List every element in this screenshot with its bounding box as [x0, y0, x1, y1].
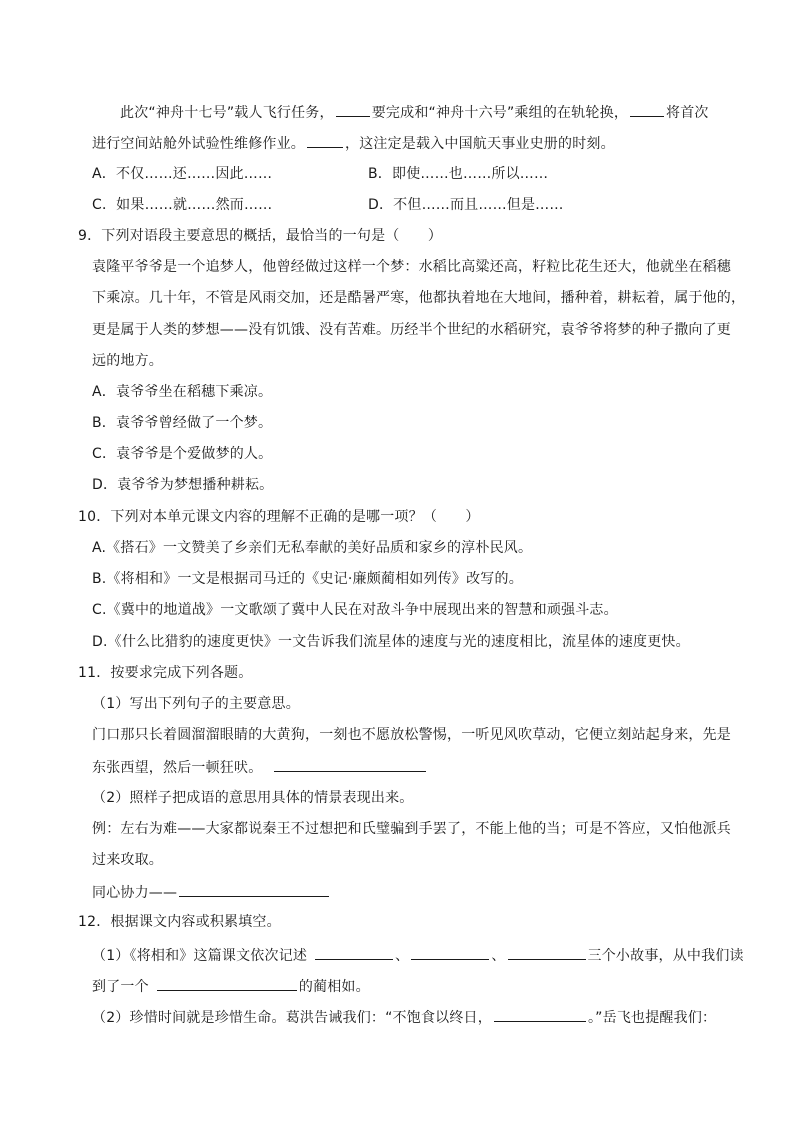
q11-part1-text-line-2 — [92, 756, 428, 778]
q9-stem: 9．下列对语段主要意思的概括，最恰当的一句是（ ） — [78, 228, 443, 244]
q12-part1-text: 三个小故事，从中我们读 — [587, 948, 744, 964]
q8-passage-text: 进行空间站舱外试验性维修作业。 — [92, 136, 305, 152]
q12-part1-line-2 — [92, 975, 370, 997]
q8-passage-text: ，这注定是载入中国航天事业史册的时刻。 — [345, 136, 615, 152]
q12-part1-line-1 — [92, 944, 744, 966]
q11-idiom: 同心协力—— — [92, 885, 178, 901]
q8-blank-1[interactable] — [336, 101, 370, 117]
q8-passage-text: 将首次 — [666, 105, 709, 121]
q8-option-d[interactable]: D．不但……而且……但是…… — [368, 197, 564, 213]
q10-option-b[interactable]: B.《将相和》一文是根据司马迁的《史记·廉颇蔺相如列传》改写的。 — [92, 571, 523, 587]
q11-part1-label: （1）写出下列句子的主要意思。 — [92, 696, 300, 712]
q12-part1-text: 到了一个 — [92, 979, 149, 995]
q11-idiom-line — [92, 881, 331, 903]
q11-example-line-1: 例：左右为难——大家都说秦王不过想把和氏璧骗到手罢了，不能上他的当；可是不答应，又怕他派兵 — [92, 821, 731, 837]
q12-separator: 、 — [395, 948, 410, 964]
q12-separator: 、 — [491, 948, 506, 964]
q8-passage-text: 要完成和“神舟十六号”乘组的在轨轮换， — [371, 105, 629, 121]
q9-passage-line-2: 下乘凉。几十年，不管是风雨交加，还是酷暑严寒，他都执着地在大地间，播种着，耕耘着，属于他的， — [92, 290, 746, 306]
q8-option-c[interactable]: C．如果……就……然而…… — [92, 197, 273, 213]
q11-part1-text: 东张西望，然后一顿狂吠。 — [92, 760, 263, 776]
q12-blank-story-2[interactable] — [411, 944, 489, 960]
q9-passage-line-1: 袁隆平爷爷是一个追梦人，他曾经做过这样一个梦：水稻比高粱还高，籽粒比花生还大，他就坐在稻穗 — [92, 259, 731, 275]
q11-part1-text-line-1: 门口那只长着圆溜溜眼睛的大黄狗，一刻也不愿放松警惕，一听见风吹草动，它便立刻站起身来，先是 — [92, 727, 731, 743]
q9-option-a[interactable]: A．袁爷爷坐在稻穗下乘凉。 — [92, 384, 273, 400]
q9-option-d[interactable]: D．袁爷爷为梦想播种耕耘。 — [92, 477, 274, 493]
q12-blank-character[interactable] — [157, 975, 297, 991]
q12-part1-text: （1）《将相和》这篇课文依次记述 — [92, 948, 308, 964]
q8-option-a[interactable]: A．不仅……还……因此…… — [92, 166, 273, 182]
q12-part2-text: （2）珍惜时间就是珍惜生命。葛洪告诫我们：“不饱食以终日， — [92, 1010, 492, 1026]
q8-passage-line-2 — [92, 132, 615, 154]
q11-example-line-2: 过来攻取。 — [92, 852, 163, 868]
q10-option-d[interactable]: D.《什么比猎豹的速度更快》一文告诉我们流星体的速度与光的速度相比，流星体的速度更快。 — [92, 634, 690, 650]
q12-stem: 12．根据课文内容或积累填空。 — [78, 914, 281, 930]
q9-option-b[interactable]: B．袁爷爷曾经做了一个梦。 — [92, 415, 273, 431]
q10-option-c[interactable]: C.《冀中的地道战》一文歌颂了冀中人民在对敌斗争中展现出来的智慧和顽强斗志。 — [92, 602, 618, 618]
q12-blank-story-1[interactable] — [315, 944, 393, 960]
q8-blank-3[interactable] — [307, 132, 343, 148]
q12-part1-text: 的蔺相如。 — [298, 979, 370, 995]
q11-part1-answer-blank[interactable] — [274, 756, 426, 772]
q12-part2-text: 。”岳飞也提醒我们： — [587, 1010, 717, 1026]
q12-blank-quote[interactable] — [494, 1006, 586, 1022]
q11-stem: 11．按要求完成下列各题。 — [78, 665, 253, 681]
q12-blank-story-3[interactable] — [508, 944, 586, 960]
q11-idiom-answer-blank[interactable] — [179, 881, 329, 897]
q8-passage-line-1 — [120, 101, 709, 123]
q10-stem: 10．下列对本单元课文内容的理解不正确的是哪一项？（ ） — [78, 509, 480, 525]
q11-part2-label: （2）照样子把成语的意思用具体的情景表现出来。 — [92, 790, 414, 806]
q10-option-a[interactable]: A.《搭石》一文赞美了乡亲们无私奉献的美好品质和家乡的淳朴民风。 — [92, 540, 533, 556]
q9-passage-line-3: 更是属于人类的梦想——没有饥饿、没有苦难。历经半个世纪的水稻研究，袁爷爷将梦的种子撒向了更 — [92, 322, 731, 338]
q8-option-b[interactable]: B．即使……也……所以…… — [368, 166, 549, 182]
q12-part2-line — [92, 1006, 716, 1028]
q9-option-c[interactable]: C．袁爷爷是个爱做梦的人。 — [92, 446, 273, 462]
q9-passage-line-4: 远的地方。 — [92, 353, 163, 369]
q8-blank-2[interactable] — [630, 101, 664, 117]
q8-passage-text: 此次“神舟十七号”载人飞行任务， — [120, 105, 334, 121]
